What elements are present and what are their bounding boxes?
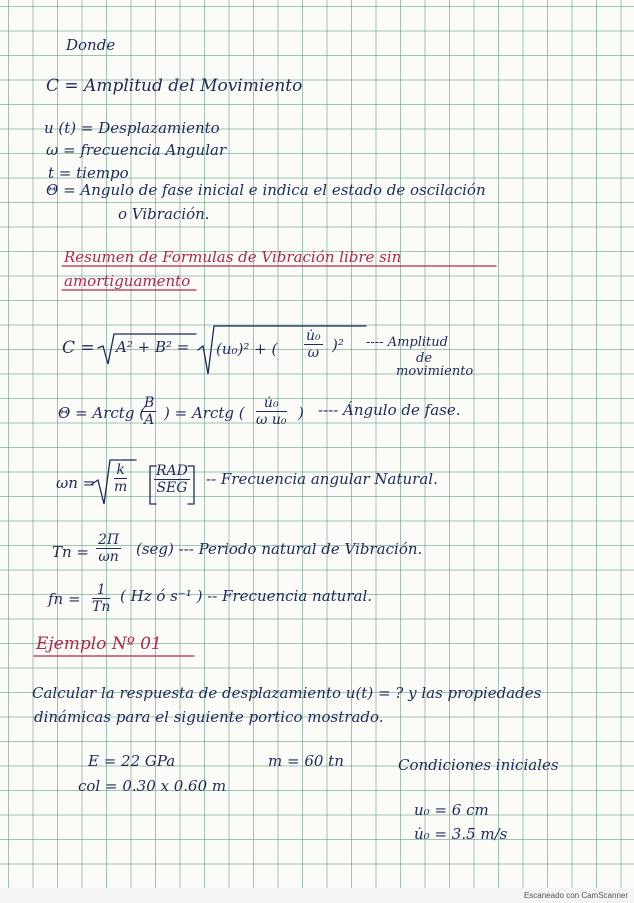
def-frecuencia: ω = frecuencia Angular xyxy=(46,141,227,159)
def-amplitud: C = Amplitud del Movimiento xyxy=(46,76,303,96)
formula-wn-unit-num: RAD xyxy=(156,463,188,479)
def-tiempo: t = tiempo xyxy=(48,164,129,182)
example-column: col = 0.30 x 0.60 m xyxy=(78,777,227,795)
formula-fn-desc: ( Hz ó s⁻¹ ) -- Frecuencia natural. xyxy=(120,587,373,605)
radical-c-2 xyxy=(198,326,366,374)
formula-theta-frac-den: A xyxy=(144,412,155,428)
formula-wn-unit-den: SEG xyxy=(156,480,188,496)
summary-title-line1: Resumen de Formulas de Vibración libre sin xyxy=(64,248,402,266)
formula-c-desc1: ---- Amplitud xyxy=(366,335,448,350)
formula-wn-desc: -- Frecuencia angular Natural. xyxy=(206,470,438,488)
formula-c-close: )² xyxy=(332,336,344,354)
example-initial-velocity: u̇₀ = 3.5 m/s xyxy=(414,825,508,843)
formula-fn-lhs: fn = xyxy=(48,590,81,608)
formula-tn-frac-num: 2Π xyxy=(98,532,120,548)
def-desplazamiento: u (t) = Desplazamiento xyxy=(44,119,220,137)
example-conditions-label: Condiciones iniciales xyxy=(398,756,559,774)
formula-wn-frac-den: m xyxy=(114,479,128,495)
formula-theta-close: ) xyxy=(298,404,304,422)
formula-c-desc3: movimiento xyxy=(396,364,474,379)
scanner-watermark: Escaneado con CamScanner xyxy=(523,891,628,900)
summary-title-line2: amortiguamento xyxy=(64,272,191,290)
formula-tn-desc: (seg) --- Periodo natural de Vibración. xyxy=(136,540,423,558)
example-line1: Calcular la respuesta de desplazamiento u(t) = ? y las propiedades xyxy=(32,684,542,702)
formula-theta-mid: ) = Arctg ( xyxy=(164,404,245,422)
radical-wn xyxy=(92,460,136,504)
example-title: Ejemplo Nº 01 xyxy=(36,634,162,654)
bracket-wn-right xyxy=(188,466,194,504)
formula-theta-desc: ---- Ángulo de fase. xyxy=(318,401,461,419)
radical-c-1 xyxy=(98,334,196,364)
def-angulo-cont: o Vibración. xyxy=(118,205,210,223)
donde-label: Donde xyxy=(66,36,116,54)
def-angulo: Θ = Angulo de fase inicial e indica el estado de oscilación xyxy=(46,181,486,199)
formula-wn-frac-num: k xyxy=(114,462,127,479)
formula-theta-frac2-num: u̇₀ xyxy=(256,395,287,412)
formula-c-inner2: (u₀)² + ( xyxy=(216,340,278,358)
bracket-wn-left xyxy=(150,466,156,504)
formula-tn-lhs: Tn = xyxy=(52,543,90,561)
formula-theta-frac2-den: ω u₀ xyxy=(256,412,287,428)
formula-c-frac-den: ω xyxy=(307,345,320,361)
formula-c-frac-num: u̇₀ xyxy=(306,328,321,344)
formula-wn-lhs: ωn = xyxy=(56,474,96,492)
formula-c-desc2: de xyxy=(416,351,433,366)
example-mass: m = 60 tn xyxy=(268,752,344,770)
formula-theta-frac-num: B xyxy=(144,395,155,411)
formula-c-lhs: C = xyxy=(62,338,95,358)
formula-tn-frac-den: ωn xyxy=(98,549,119,565)
formula-fn-frac-num: 1 xyxy=(92,582,110,599)
formula-fn-frac-den: Tn xyxy=(92,599,111,615)
example-line2: dinámicas para el siguiente portico mostrado. xyxy=(34,708,384,726)
example-initial-displacement: u₀ = 6 cm xyxy=(414,801,489,819)
formula-c-inner: A² + B² = xyxy=(116,338,190,356)
example-elastic-modulus: E = 22 GPa xyxy=(88,752,176,770)
formula-theta-lhs: Θ = Arctg ( xyxy=(58,404,146,422)
